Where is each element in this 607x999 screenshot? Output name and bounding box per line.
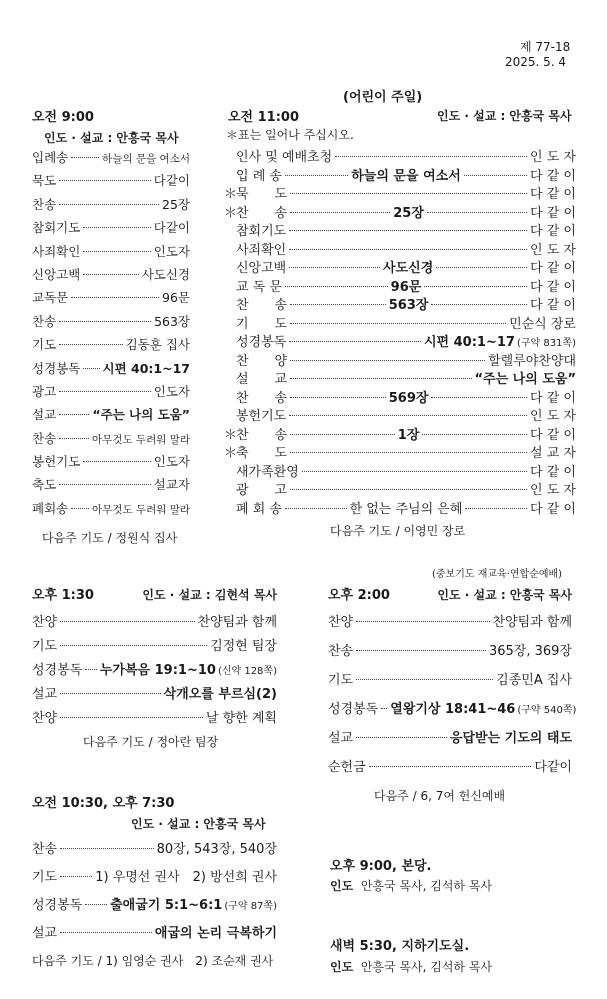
order-value: 민순식 장로 (509, 316, 576, 332)
order-row (32, 635, 277, 659)
early-service (32, 106, 190, 546)
order-label: 순헌금 (328, 760, 366, 775)
order-row (224, 350, 576, 369)
order-label: 성경봉독 (32, 360, 81, 376)
dot-leader (290, 378, 471, 379)
order-label: 찬송 (328, 644, 354, 659)
dot-leader (83, 368, 99, 369)
order-value: 출애굽기 5:1~6:1 (110, 898, 223, 913)
stand-marker: ＊ (224, 446, 238, 461)
order-row (224, 276, 576, 295)
dot-leader (289, 267, 380, 268)
dot-leader (83, 274, 138, 275)
order-row (224, 331, 576, 350)
order-label: 신앙고백 (32, 266, 81, 282)
order-value: 누가복음 19:1~10 (99, 663, 216, 678)
order-value: 다 같 이 (530, 390, 576, 406)
order-label: 봉헌기도 (32, 454, 81, 470)
dot-leader (335, 156, 527, 157)
stand-marker: ＊ (224, 427, 238, 443)
order-value: 인 도 자 (530, 150, 576, 165)
afternoon-order-list (32, 611, 277, 731)
order-value: 다 같 이 (530, 168, 576, 184)
order-value: 96문 (162, 290, 190, 306)
order-row (224, 461, 576, 480)
order-value: 김정현 팀장 (210, 639, 277, 654)
order-value: 아무것도 두려워 말라 (92, 503, 190, 516)
early-order-list (32, 148, 190, 522)
order-row (32, 171, 190, 194)
dawn-service-leaders (330, 958, 492, 975)
stand-marker: ＊ (224, 205, 238, 221)
order-value: 다같이 (153, 220, 190, 236)
order-label: 입례송 (32, 150, 69, 165)
order-value: 다 같 이 (530, 298, 576, 313)
order-value: 다 같 이 (530, 224, 576, 239)
order-label: 교 독 문 (236, 279, 282, 295)
order-value: 삭개오를 부르심(2) (163, 687, 277, 702)
order-row (32, 922, 277, 950)
order-middle: 96문 (390, 279, 422, 295)
dot-leader (422, 434, 527, 435)
order-row (328, 727, 572, 756)
main-service-leader: 인도 · 설교 : 안흥국 목사 (437, 109, 572, 123)
order-label: 축도 (32, 477, 57, 493)
order-label: 찬 양 (236, 353, 288, 369)
dot-leader (83, 461, 150, 462)
dot-leader (436, 267, 527, 268)
order-value: 다 같 이 (530, 205, 577, 221)
order-label: 교독문 (32, 290, 69, 306)
order-row (224, 442, 576, 461)
order-label: 새가족환영 (236, 464, 299, 480)
order-value: 다같이 (153, 173, 190, 189)
order-label: 설교 (32, 407, 57, 423)
dot-leader (289, 341, 421, 342)
main-service (224, 146, 576, 539)
order-row (328, 640, 572, 669)
order-row (32, 218, 190, 241)
night-service-leaders (330, 877, 492, 894)
order-row (224, 220, 576, 239)
order-label: 성경봉독 (328, 702, 379, 717)
dot-leader (290, 193, 527, 194)
order-label: 설교 (32, 926, 58, 941)
dot-leader (290, 452, 527, 453)
extra-service-leader: 인도 · 설교 : 안흥국 목사 (131, 817, 266, 831)
dot-leader (302, 471, 527, 472)
order-value: “주는 나의 도움” (92, 407, 190, 423)
dot-leader (71, 508, 89, 509)
order-value: “주는 나의 도움” (474, 372, 576, 387)
dot-leader (71, 157, 99, 158)
order-value: 시편 40:1~17 (102, 360, 190, 376)
order-middle: 사도신경 (383, 261, 434, 276)
dot-leader (59, 414, 89, 415)
order-row (224, 146, 576, 165)
order-value: 찬양팀과 함께 (197, 615, 277, 630)
order-value: 애굽의 논리 극복하기 (154, 926, 277, 941)
dot-leader (290, 360, 485, 361)
dot-leader (290, 323, 506, 324)
order-row (328, 611, 572, 640)
order-value: 인도자 (153, 243, 190, 259)
order-value: 80장, 543장, 540장 (156, 842, 277, 857)
order-row (32, 452, 190, 475)
night-leader-label: 인도 (330, 879, 354, 893)
order-label: 기 도 (236, 316, 288, 332)
order-middle: 한 없는 주님의 은혜 (349, 501, 463, 517)
order-value: 다 같 이 (530, 261, 577, 276)
order-label: 기도 (32, 337, 57, 353)
dot-leader (290, 397, 386, 398)
order-value: 사도신경 (141, 266, 190, 282)
order-label: 설교 (32, 687, 58, 702)
order-value: 할렐루야찬양대 (488, 353, 576, 369)
main-stand-note: ＊표는 일어나 주십시오. (226, 128, 354, 142)
order-row (224, 239, 576, 258)
afternoon-service-leader: 인도 · 설교 : 김현석 목사 (142, 588, 277, 602)
extra-service-time: 오전 10:30, 오후 7:30 (32, 796, 175, 811)
order-row (32, 312, 190, 335)
order-row (224, 257, 576, 276)
order-label: 찬 송 (236, 427, 288, 443)
order-row (32, 659, 277, 683)
order-label: 입 례 송 (236, 168, 282, 184)
dawn-leader-names: 안흥국 목사, 김석하 목사 (360, 960, 493, 974)
order-middle: 563장 (388, 298, 429, 313)
dot-leader (60, 848, 154, 849)
order-label: 성경봉독 (32, 663, 83, 678)
dot-leader (285, 175, 348, 176)
order-label: 설교 (328, 731, 354, 746)
order-label: 인사 및 예배초청 (236, 150, 333, 165)
order-note: (신약 128쪽) (217, 666, 277, 677)
main-next-prayer: 다음주 기도 / 이영민 장로 (330, 524, 466, 538)
order-label: 찬송 (32, 196, 57, 212)
dot-leader (285, 286, 388, 287)
order-label: 참회기도 (32, 220, 81, 236)
dot-leader (59, 321, 151, 322)
order-value: 다 같 이 (530, 187, 576, 202)
order-label: 기도 (328, 673, 354, 688)
order-label: 찬송 (32, 430, 57, 446)
order-value: 1) 우명선 권사 2) 방선희 권사 (95, 870, 277, 885)
dot-leader (289, 415, 527, 416)
dot-leader (356, 679, 493, 680)
order-row (224, 313, 576, 332)
order-row (32, 359, 190, 382)
dot-leader (356, 650, 486, 651)
order-value: 365장, 369장 (488, 644, 572, 659)
dawn-service-time: 새벽 5:30, 지하기도실. (330, 939, 470, 954)
order-value: 김종민A 집사 (496, 673, 572, 688)
order-row (224, 294, 576, 313)
order-row (224, 387, 576, 406)
order-label: 참회기도 (236, 224, 287, 239)
order-row (32, 405, 190, 428)
dot-leader (60, 876, 92, 877)
order-value: 다같이 (534, 760, 572, 775)
order-value: 열왕기상 18:41~46 (390, 702, 516, 717)
prayer-service-tag: (중보기도 재교육·연합순예배) (432, 569, 563, 580)
order-row (32, 288, 190, 311)
order-row (224, 368, 576, 387)
order-row (32, 499, 190, 522)
dot-leader (60, 717, 203, 718)
prayer-service-leader: 인도 · 설교 : 안흥국 목사 (437, 588, 572, 602)
order-label: 봉헌기도 (236, 409, 287, 424)
order-row (32, 429, 190, 452)
dot-leader (427, 212, 527, 213)
dot-leader (290, 434, 395, 435)
dot-leader (289, 230, 527, 231)
dot-leader (465, 508, 527, 509)
extra-services (32, 792, 277, 969)
order-value: 다 같 이 (530, 427, 576, 443)
order-label: 신앙고백 (236, 261, 287, 276)
order-value: 응답받는 기도의 태도 (449, 731, 572, 746)
dot-leader (381, 708, 387, 709)
dot-leader (290, 212, 390, 213)
order-label: 광고 (32, 383, 57, 399)
prayer-service (328, 584, 577, 804)
early-service-leader: 인도 · 설교 : 안흥국 목사 (44, 131, 179, 145)
dot-leader (285, 508, 347, 509)
order-row (32, 838, 277, 866)
order-label: 찬양 (32, 711, 58, 726)
dawn-leader-label: 인도 (330, 960, 354, 974)
order-row (32, 683, 277, 707)
dot-leader (431, 397, 527, 398)
order-row (328, 669, 572, 698)
order-row (32, 707, 277, 731)
afternoon-next-prayer: 다음주 기도 / 정아란 팀장 (83, 735, 219, 749)
prayer-service-time: 오후 2:00 (328, 588, 390, 603)
order-middle: 하늘의 문을 여소서 (351, 168, 461, 184)
night-leader-names: 안흥국 목사, 김석하 목사 (360, 879, 493, 893)
order-row (224, 165, 576, 184)
order-label: 찬 송 (236, 390, 288, 406)
main-order-list (224, 146, 576, 516)
order-middle: 25장 (393, 205, 424, 221)
order-label: 폐회송 (32, 500, 69, 516)
dot-leader (83, 227, 150, 228)
order-value: 다 같 이 (530, 501, 576, 517)
order-value: 인도자 (153, 383, 190, 399)
dot-leader (71, 297, 159, 298)
bulletin-number: 제 77-18 (520, 40, 571, 54)
order-label: 찬양 (32, 615, 58, 630)
order-row (32, 475, 190, 498)
order-row (32, 242, 190, 265)
order-row (224, 405, 576, 424)
early-next-prayer: 다음주 기도 / 정원식 집사 (42, 531, 178, 546)
order-row (224, 183, 576, 202)
order-label: 성경봉독 (236, 335, 287, 350)
dot-leader (59, 391, 151, 392)
dot-leader (289, 249, 527, 250)
order-value: 하늘의 문을 여소서 (102, 153, 190, 165)
afternoon-service (32, 584, 277, 750)
dot-leader (59, 344, 122, 345)
order-row (32, 335, 190, 358)
extra-order-list (32, 838, 277, 950)
dot-leader (59, 204, 159, 205)
order-value: 인 도 자 (530, 242, 576, 258)
order-label: 기도 (32, 639, 58, 654)
dot-leader (356, 621, 489, 622)
dot-leader (85, 669, 97, 670)
order-note: (구약 540쪽) (517, 705, 577, 716)
dot-leader (60, 932, 152, 933)
order-row (32, 382, 190, 405)
dot-leader (60, 693, 161, 694)
dot-leader (369, 766, 532, 767)
dot-leader (59, 180, 151, 181)
dot-leader (59, 438, 89, 439)
order-value: 찬양팀과 함께 (492, 615, 572, 630)
early-service-time: 오전 9:00 (32, 110, 94, 125)
order-value: 563장 (154, 313, 190, 329)
order-value: 인도자 (153, 454, 190, 470)
order-row (32, 894, 277, 922)
order-label: 광 고 (236, 483, 288, 498)
prayer-next: 다음주 / 6, 7여 헌신예배 (374, 789, 506, 803)
extra-next-prayer: 다음주 기도 / 1) 임영순 권사 2) 조순재 권사 (32, 954, 274, 968)
order-label: 찬송 (32, 313, 57, 329)
order-value: 25장 (162, 196, 190, 212)
dot-leader (59, 484, 151, 485)
main-service-time: 오전 11:00 (228, 110, 300, 125)
order-label: 찬 송 (236, 298, 288, 313)
order-label: 찬송 (32, 842, 58, 857)
order-label: 사죄확인 (236, 242, 287, 258)
dot-leader (60, 645, 207, 646)
order-middle: 569장 (388, 390, 429, 406)
order-row (224, 479, 576, 498)
order-row (32, 148, 190, 171)
order-value: 날 향한 계획 (205, 711, 277, 726)
order-row (224, 424, 576, 443)
dot-leader (83, 251, 150, 252)
order-row (32, 611, 277, 635)
order-value: 설교자 (153, 477, 190, 493)
dot-leader (424, 286, 527, 287)
afternoon-service-time: 오후 1:30 (32, 588, 94, 603)
order-label: 설 교 (236, 372, 288, 387)
dot-leader (431, 304, 527, 305)
order-row (224, 498, 576, 517)
order-label: 성경봉독 (32, 898, 83, 913)
prayer-order-list (328, 611, 577, 785)
order-value: 다 같 이 (530, 279, 576, 295)
dot-leader (290, 304, 386, 305)
order-row (328, 698, 577, 727)
dot-leader (290, 489, 527, 490)
order-value: 인 도 자 (530, 483, 576, 498)
order-row (32, 195, 190, 218)
order-label: 기도 (32, 870, 58, 885)
order-label: 찬양 (328, 615, 354, 630)
order-value: 다 같 이 (530, 464, 576, 480)
order-note: (구약 831쪽) (516, 338, 576, 349)
dot-leader (85, 904, 107, 905)
order-value: 설 교 자 (530, 446, 576, 461)
dot-leader (356, 737, 447, 738)
order-value: 인 도 자 (530, 409, 576, 424)
order-note: (구약 87쪽) (224, 901, 277, 912)
order-label: 묵 도 (236, 187, 288, 202)
order-value: 김동훈 집사 (125, 337, 190, 353)
order-label: 묵도 (32, 173, 57, 189)
order-value: 아무것도 두려워 말라 (92, 433, 190, 446)
order-label: 축 도 (236, 446, 288, 461)
order-row (32, 866, 277, 894)
order-label: 찬 송 (236, 205, 288, 221)
dot-leader (464, 175, 527, 176)
stand-marker: ＊ (224, 187, 238, 202)
children-sunday-title: (어린이 주일) (343, 90, 423, 105)
order-row (328, 756, 572, 785)
order-label: 폐 회 송 (236, 501, 282, 517)
order-row (224, 202, 576, 221)
order-middle: 1장 (397, 427, 420, 443)
night-service-time: 오후 9:00, 본당. (330, 859, 432, 874)
dot-leader (60, 621, 194, 622)
order-row (32, 265, 190, 288)
bulletin-date: 2025. 5. 4 (505, 55, 567, 69)
order-label: 사죄확인 (32, 243, 81, 259)
order-value: 시편 40:1~17 (423, 335, 515, 350)
